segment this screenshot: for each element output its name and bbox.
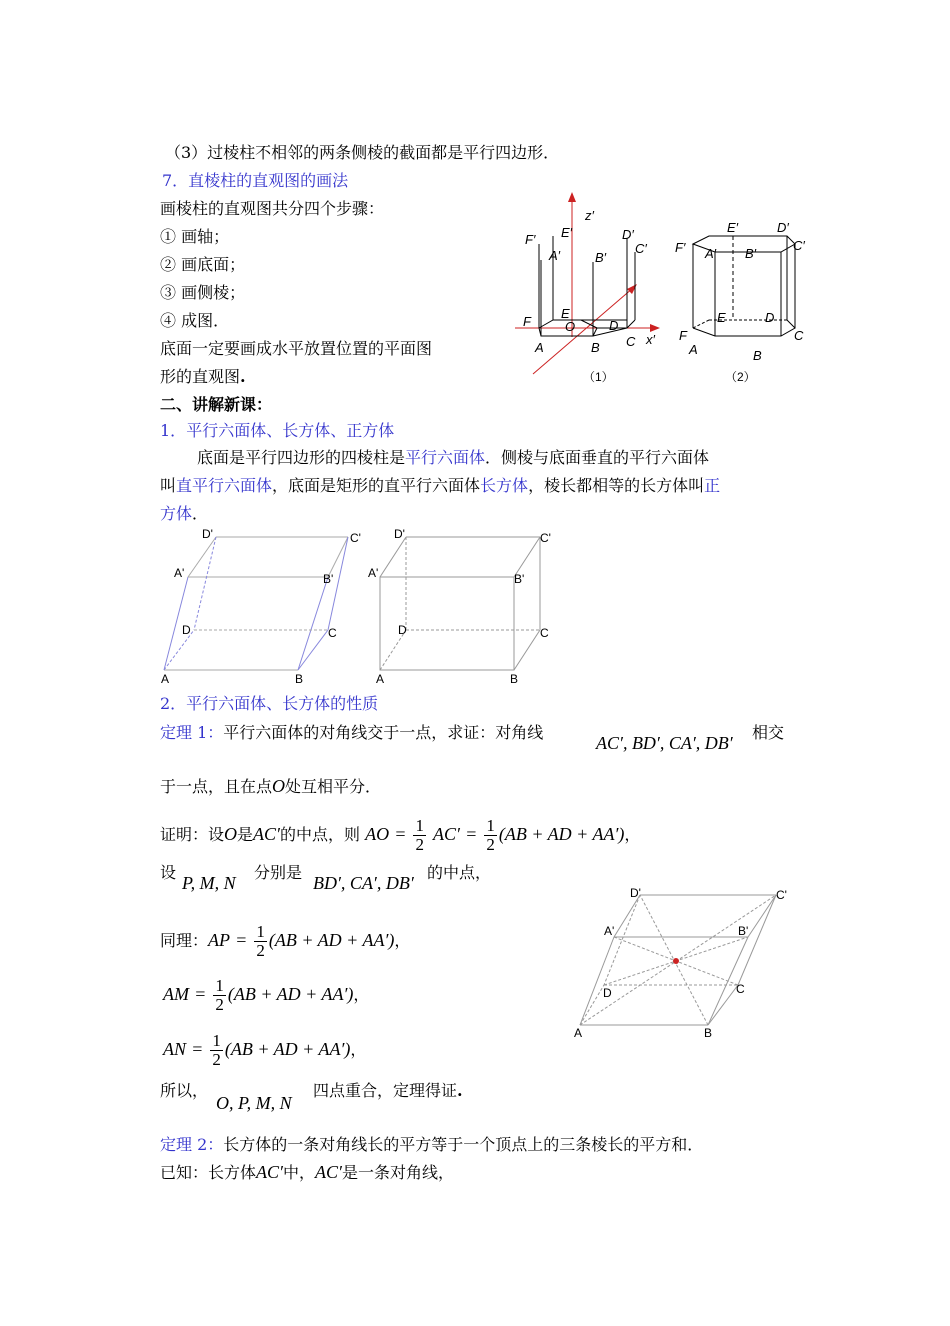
text-line: （3）过棱柱不相邻的两条侧棱的截面都是平行四边形． bbox=[165, 143, 560, 162]
paragraph-line: 方体． bbox=[160, 504, 209, 523]
label: E bbox=[717, 310, 726, 325]
prism-figure bbox=[505, 190, 825, 390]
text-line: 画棱柱的直观图共分四个步骤： bbox=[160, 199, 385, 218]
paragraph-line: 底面是平行四边形的四棱柱是平行六面体．侧棱与底面垂直的平行六面体 bbox=[197, 448, 710, 467]
label: E′ bbox=[727, 220, 739, 235]
theorem-1-line2: 于一点，且在点O处互相平分． bbox=[160, 776, 382, 796]
eq-AN: AN = $\frac{1}{2}$ (AB + AD + AA′)， bbox=[163, 1031, 367, 1069]
label: A' bbox=[174, 566, 185, 580]
label: D bbox=[182, 623, 191, 637]
subsection-heading-2: 2．平行六面体、长方体的性质 bbox=[160, 694, 379, 713]
label: C′ bbox=[635, 241, 647, 256]
set-line-math2: BD′, CA′, DB′ bbox=[313, 873, 414, 893]
label: B bbox=[295, 672, 304, 686]
label: A' bbox=[368, 566, 379, 580]
label: E bbox=[561, 306, 570, 321]
conclusion-b: 四点重合，定理得证. bbox=[313, 1081, 463, 1100]
label: C bbox=[540, 626, 549, 640]
label: C′ bbox=[793, 238, 805, 253]
label: A bbox=[376, 672, 385, 686]
label: D′ bbox=[777, 220, 789, 235]
label: C' bbox=[350, 531, 361, 545]
label: z′ bbox=[585, 208, 594, 223]
theorem-1: 定理 1：平行六面体的对角线交于一点，求证：对角线 bbox=[160, 723, 544, 742]
given-line: 已知：长方体AC′中，AC′是一条对角线， bbox=[160, 1162, 454, 1182]
label: A' bbox=[604, 924, 615, 938]
set-line: 设 bbox=[160, 863, 177, 882]
label: D′ bbox=[622, 227, 634, 242]
label: A bbox=[161, 672, 170, 686]
label: D bbox=[603, 986, 612, 1000]
label: A bbox=[689, 342, 698, 357]
caption: （1） bbox=[583, 370, 614, 384]
label: A′ bbox=[549, 248, 561, 263]
set-line-math: P, M, N bbox=[182, 873, 236, 893]
label: F′ bbox=[675, 240, 686, 255]
label: O bbox=[565, 319, 576, 334]
paragraph-line: 叫直平行六面体，底面是矩形的直平行六面体长方体，棱长都相等的长方体叫正 bbox=[160, 476, 721, 495]
label: F bbox=[679, 328, 687, 343]
label: B bbox=[591, 340, 600, 355]
label: D bbox=[765, 310, 775, 325]
label: C bbox=[328, 626, 337, 640]
eq-AP: 同理：AP = $\frac{1}{2}$ (AB + AD + AA′)， bbox=[160, 922, 411, 960]
section-heading-7: 7．直棱柱的直观图的画法 bbox=[162, 171, 349, 190]
label: B' bbox=[738, 924, 749, 938]
parallelepiped-figure bbox=[160, 525, 560, 690]
set-line-b: 分别是 bbox=[254, 863, 303, 882]
caption: （2） bbox=[725, 370, 756, 384]
step-item: ② 画底面； bbox=[160, 255, 246, 274]
eq-AM: AM = $\frac{1}{2}$ (AB + AD + AA′)， bbox=[163, 976, 370, 1014]
label: B bbox=[753, 348, 762, 363]
label: D bbox=[398, 623, 407, 637]
label: A bbox=[535, 340, 544, 355]
step-item: ④ 成图． bbox=[160, 311, 230, 330]
label: D bbox=[609, 318, 619, 333]
subsection-heading-1: 1．平行六面体、长方体、正方体 bbox=[160, 421, 395, 440]
conclusion-a: 所以， bbox=[160, 1081, 209, 1100]
label: B′ bbox=[595, 250, 607, 265]
conclusion-math: O, P, M, N bbox=[216, 1093, 292, 1113]
label: B′ bbox=[745, 246, 757, 261]
section-title: 二、讲解新课： bbox=[160, 395, 273, 414]
label: C bbox=[794, 328, 804, 343]
proof-line: 证明：设O是AC′的中点，则 AO = $\frac{1}{2}$ AC′ = $\frac{1}{2}$ (AB + AD + AA′)， bbox=[160, 816, 641, 854]
label: A bbox=[574, 1026, 583, 1040]
step-item: ① 画轴； bbox=[160, 227, 230, 246]
label: x′ bbox=[646, 332, 655, 347]
center-point bbox=[673, 958, 679, 964]
label: B bbox=[510, 672, 519, 686]
label: C' bbox=[540, 531, 551, 545]
label: D' bbox=[394, 527, 405, 541]
label: D' bbox=[630, 886, 641, 900]
theorem-1-math: AC′, BD′, CA′, DB′ bbox=[596, 733, 733, 753]
label: F′ bbox=[525, 232, 536, 247]
label: B' bbox=[514, 572, 525, 586]
theorem-1-tail: 相交 bbox=[752, 723, 785, 742]
label: F bbox=[523, 314, 531, 329]
step-item: ③ 画侧棱； bbox=[160, 283, 246, 302]
label: B bbox=[704, 1026, 713, 1040]
theorem-2: 定理 2：长方体的一条对角线长的平方等于一个顶点上的三条棱长的平方和． bbox=[160, 1135, 704, 1154]
label: C bbox=[626, 334, 636, 349]
set-line-c: 的中点， bbox=[427, 863, 492, 882]
label: C' bbox=[776, 888, 787, 902]
label: B' bbox=[323, 572, 334, 586]
text-line: 底面一定要画成水平放置位置的平面图 bbox=[160, 339, 433, 358]
label: D' bbox=[202, 527, 213, 541]
label: C bbox=[736, 982, 745, 996]
label: E′ bbox=[561, 225, 573, 240]
text-line: 形的直观图. bbox=[160, 367, 246, 386]
diagonal-figure bbox=[570, 885, 800, 1040]
label: A′ bbox=[705, 246, 717, 261]
